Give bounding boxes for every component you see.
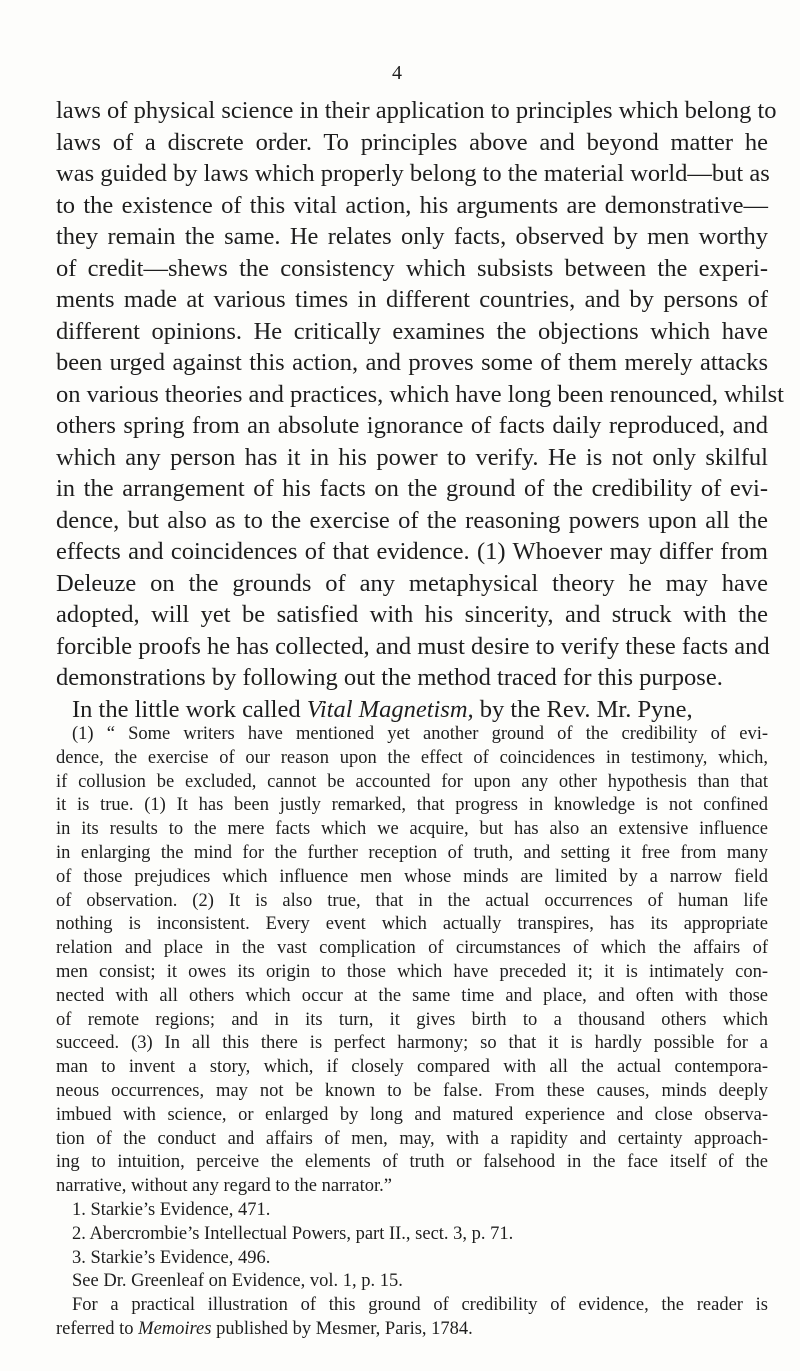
footnote-line: nected with all others which occur at the same time and place, and often with those: [56, 985, 768, 1006]
text-line: [56, 694, 768, 726]
text-line: adopted, will yet be satisfied with his sincerity, and struck with the: [56, 601, 768, 628]
text-line: in the arrangement of his facts on the ground of the credibility of evi-: [56, 475, 768, 502]
text-line: was guided by laws which properly belong to the material world—but as: [56, 160, 770, 187]
text-fragment: by the Rev. Mr. Pyne,: [473, 695, 693, 723]
text-line: to the existence of this vital action, his arguments are demonstrative—: [56, 191, 768, 219]
footnote-line: in enlarging the mind for the further reception of truth, and setting it free from many: [56, 842, 768, 863]
text-line: Deleuze on the grounds of any metaphysical theory he may have: [56, 569, 768, 597]
footnote-line: ing to intuition, perceive the elements of truth or falsehood in the face itself of the: [56, 1152, 768, 1173]
text-line: laws of a discrete order. To principles above and beyond matter he: [56, 128, 768, 156]
book-title: Memoires: [138, 1318, 212, 1339]
text-fragment: In the little work called: [72, 695, 307, 723]
footnote-line: men consist; it owes its origin to those which have preceded it; it is intimately con-: [56, 961, 768, 982]
text-line: dence, but also as to the exercise of the reasoning powers upon all the: [56, 506, 768, 534]
text-line: others spring from an absolute ignorance of facts daily reproduced, and: [56, 412, 768, 439]
text-line: they remain the same. He relates only facts, observed by men worthy: [56, 223, 768, 250]
text-line: on various theories and practices, which have long been renounced, whilst: [56, 380, 784, 408]
footnote-line: man to invent a story, which, if closely compared with all the actual contempora-: [56, 1057, 768, 1078]
footnote-line: if collusion be excluded, cannot be accounted for upon any other hypothesis than that: [56, 771, 768, 792]
footnotes: [56, 723, 768, 1342]
footnote-line: in its results to the mere facts which we acquire, but has also an extensive influence: [56, 819, 768, 840]
footnote-line: it is true. (1) It has been justly remarked, that progress in knowledge is not confined: [56, 795, 768, 816]
footnote-line: of observation. (2) It is also true, that in the actual occurrences of human life: [56, 890, 768, 911]
text-line: been urged against this action, and proves some of them merely attacks: [56, 349, 768, 376]
text-line: forcible proofs he has collected, and must desire to verify these facts and: [56, 632, 770, 660]
footnote-line: relation and place in the vast complication of circumstances of which the affairs of: [56, 938, 768, 959]
footnote-line: dence, the exercise of our reason upon the effect of coincidences in testimony, which,: [56, 747, 768, 768]
footnote-line: succeed. (3) In all this there is perfect harmony; so that it is hardly possible for a: [56, 1033, 768, 1054]
reference-item: 2. Abercrombie’s Intellectual Powers, part II., sect. 3, p. 71.: [72, 1223, 514, 1244]
footnote-line: nothing is inconsistent. Every event which actually transpires, has its appropriate: [56, 914, 768, 935]
reference-item: 3. Starkie’s Evidence, 496.: [72, 1247, 271, 1268]
text-line: laws of physical science in their application to principles which belong to: [56, 97, 777, 124]
book-title: Vital Magnetism,: [306, 695, 474, 723]
footnote-line: of those prejudices which influence men whose minds are limited by a narrow field: [56, 866, 768, 887]
reference-item: 1. Starkie’s Evidence, 471.: [72, 1199, 271, 1220]
closing-note-line: [56, 1318, 768, 1342]
main-text: [56, 95, 784, 725]
text-line: effects and coincidences of that evidence. (1) Whoever may differ from: [56, 538, 768, 565]
footnote-line: of remote regions; and in its turn, it gives birth to a thousand others which: [56, 1009, 768, 1030]
see-also-note: See Dr. Greenleaf on Evidence, vol. 1, p. 15.: [72, 1271, 403, 1292]
footnote-line: (1) “ Some writers have mentioned yet another ground of the credibility of evi-: [72, 724, 768, 744]
text-line: demonstrations by following out the method traced for this purpose.: [56, 664, 723, 691]
text-line: which any person has it in his power to verify. He is not only skilful: [56, 443, 768, 471]
page-number: 4: [392, 62, 402, 84]
text-line: ments made at various times in different countries, and by persons of: [56, 286, 768, 313]
footnote-line: tion of the conduct and affairs of men, may, with a rapidity and certainty approach-: [56, 1128, 768, 1149]
closing-note-line: For a practical illustration of this ground of credibility of evidence, the reader is: [72, 1295, 768, 1316]
footnote-line: neous occurrences, may not be known to be false. From these causes, minds deeply: [56, 1080, 768, 1101]
text-line: of credit—shews the consistency which subsists between the experi-: [56, 254, 768, 282]
text-fragment: published by Mesmer, Paris, 1784.: [211, 1318, 473, 1339]
footnote-line: imbued with science, or enlarged by long and matured experience and close observa-: [56, 1104, 768, 1125]
text-line: different opinions. He critically examines the objections which have: [56, 317, 768, 345]
text-fragment: referred to: [56, 1318, 139, 1339]
footnote-line: narrative, without any regard to the narrator.”: [56, 1176, 392, 1197]
